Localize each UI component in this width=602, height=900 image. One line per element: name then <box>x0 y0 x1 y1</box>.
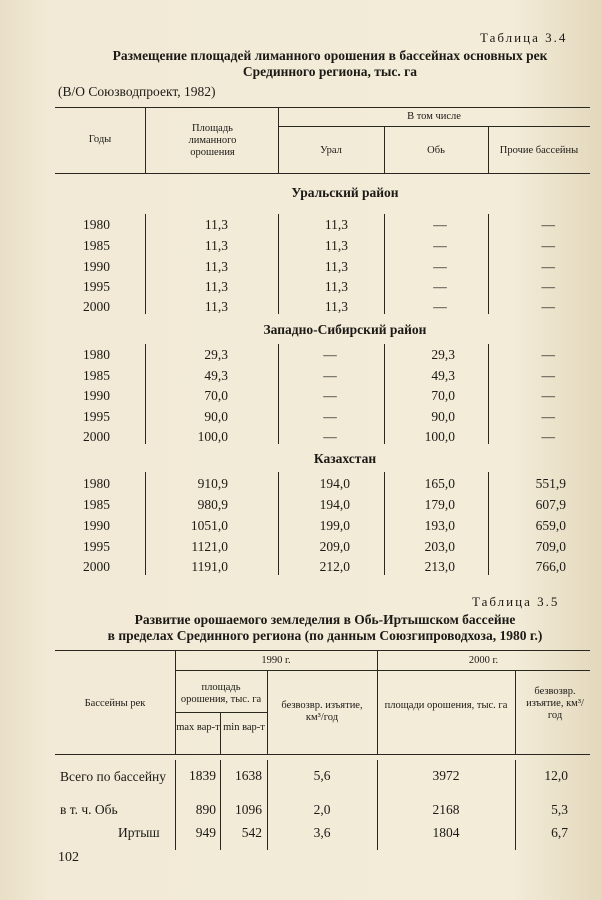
table-cell-year: 2000 <box>83 429 110 444</box>
table-cell-area: 11,3 <box>204 279 228 294</box>
header-years: Годы <box>88 134 112 145</box>
table-cell-other: — <box>541 299 555 314</box>
table-cell-year: 1995 <box>83 279 110 294</box>
table-cell-area: 1121,0 <box>191 539 228 554</box>
table-cell-withdrawal-2000: 12,0 <box>544 768 568 783</box>
table-cell-ob: 49,3 <box>431 368 455 383</box>
table-cell-year: 1985 <box>83 238 110 253</box>
table-cell-ob: 90,0 <box>431 409 455 424</box>
table-cell-area-2000: 2168 <box>432 802 460 817</box>
table-cell-ob: 193,0 <box>424 518 455 533</box>
header-2000: 2000 г. <box>468 655 499 666</box>
table-cell-other: — <box>541 217 555 232</box>
table-cell-ural: — <box>323 388 337 403</box>
table-3-4-body-divider <box>145 344 146 444</box>
table-cell-other: 607,9 <box>535 497 566 512</box>
table-cell-year: 1985 <box>83 368 110 383</box>
table-cell-ob: 100,0 <box>424 429 455 444</box>
table-cell-ural: 194,0 <box>319 476 350 491</box>
table-cell-ural: 11,3 <box>324 279 348 294</box>
table-3-4-body-divider <box>488 472 489 575</box>
table-3-4-body-divider <box>278 214 279 314</box>
table-cell-withdrawal-2000: 6,7 <box>551 825 568 840</box>
table-cell-withdrawal-2000: 5,3 <box>551 802 568 817</box>
table-cell-ob: — <box>433 217 447 232</box>
table-cell-ob: — <box>433 238 447 253</box>
table-cell-other: 766,0 <box>535 559 566 574</box>
table-cell-max: 1839 <box>189 768 216 783</box>
table-3-5-header-bottom-rule <box>55 754 590 755</box>
table-3-4-subheader-rule <box>278 126 590 127</box>
table-cell-ob: 179,0 <box>424 497 455 512</box>
table-cell-ob: — <box>433 259 447 274</box>
header-area: Площадь лиманного орошения <box>188 123 237 158</box>
table-cell-max: 890 <box>195 802 216 817</box>
table-3-5-body-divider <box>267 760 268 850</box>
section-title-kazakhstan: Казахстан <box>313 451 377 466</box>
table-3-4-header-divider <box>145 107 146 173</box>
table-3-4-source: (В/О Союзводпроект, 1982) <box>58 84 216 99</box>
table-cell-year: 2000 <box>83 299 110 314</box>
table-cell-year: 1980 <box>83 476 110 491</box>
header-1990: 1990 г. <box>261 655 291 666</box>
header-min-variant: min вар-т <box>223 722 265 733</box>
table-cell-area: 11,3 <box>204 217 228 232</box>
table-cell-other: 659,0 <box>535 518 566 533</box>
table-cell-ural: 11,3 <box>324 299 348 314</box>
table-cell-year: 1990 <box>83 259 110 274</box>
table-cell-year: 2000 <box>83 559 110 574</box>
table-cell-ob: — <box>433 279 447 294</box>
table-cell-area: 49,3 <box>204 368 228 383</box>
table-3-4-caption-line2: Срединного региона, тыс. га <box>242 64 418 79</box>
table-3-4-body-divider <box>384 344 385 444</box>
header-withdrawal-2000: безвозвр. изъятие, км³/год <box>526 686 584 721</box>
table-cell-year: 1990 <box>83 518 110 533</box>
section-title-west-siberia: Западно-Сибирский район <box>263 322 427 337</box>
table-cell-max: 949 <box>195 825 216 840</box>
table-cell-ural: 11,3 <box>324 217 348 232</box>
table-cell-ural: 209,0 <box>319 539 350 554</box>
header-ob: Обь <box>427 145 445 156</box>
table-3-4-label: Таблица 3.4 <box>480 30 568 45</box>
table-cell-withdrawal-1990: 5,6 <box>313 768 331 783</box>
header-ural: Урал <box>320 145 342 156</box>
table-cell-other: 551,9 <box>535 476 566 491</box>
table-cell-basin: в т. ч. Обь <box>60 802 118 817</box>
header-area-2000: площади орошения, тыс. га <box>384 700 508 711</box>
table-cell-ob: — <box>433 299 447 314</box>
table-cell-ob: 29,3 <box>431 347 455 362</box>
table-cell-withdrawal-1990: 3,6 <box>313 825 331 840</box>
table-cell-ural: — <box>323 368 337 383</box>
table-cell-area: 90,0 <box>204 409 228 424</box>
header-including: В том числе <box>407 111 461 122</box>
table-cell-other: — <box>541 429 555 444</box>
table-cell-year: 1980 <box>83 347 110 362</box>
table-cell-year: 1990 <box>83 388 110 403</box>
table-cell-ural: 11,3 <box>324 259 348 274</box>
table-3-5-header-divider <box>515 670 516 754</box>
table-3-4-caption-line1: Размещение площадей лиманного орошения в бассейнах основных рек <box>112 48 548 63</box>
table-3-5-header-divider <box>267 670 268 754</box>
table-3-4-body-divider <box>488 214 489 314</box>
table-3-4-body-divider <box>488 344 489 444</box>
table-3-5-area-rule <box>175 712 267 713</box>
table-cell-year: 1985 <box>83 497 110 512</box>
table-3-5-body-divider <box>175 760 176 850</box>
table-cell-area: 100,0 <box>197 429 228 444</box>
table-3-4-body-divider <box>278 344 279 444</box>
header-other: Прочие бассейны <box>499 145 579 156</box>
table-cell-ural: 212,0 <box>319 559 350 574</box>
table-3-4-body-divider <box>145 472 146 575</box>
table-cell-area: 1051,0 <box>190 518 228 533</box>
table-cell-ural: 11,3 <box>324 238 348 253</box>
table-cell-area: 70,0 <box>204 388 228 403</box>
header-max-variant: max вар-т <box>176 722 220 733</box>
table-cell-area: 980,9 <box>197 497 228 512</box>
table-3-4-header-bottom-rule <box>55 173 590 174</box>
table-cell-other: — <box>541 368 555 383</box>
table-cell-other: — <box>541 259 555 274</box>
table-3-4-body-divider <box>278 472 279 575</box>
table-cell-ural: 199,0 <box>319 518 350 533</box>
table-cell-other: — <box>541 409 555 424</box>
table-cell-min: 1096 <box>235 802 262 817</box>
table-cell-year: 1980 <box>83 217 110 232</box>
table-3-4-top-rule <box>55 107 590 108</box>
table-cell-other: — <box>541 279 555 294</box>
table-3-5-top-rule <box>55 650 590 651</box>
page-number: 102 <box>58 850 79 865</box>
table-cell-area: 11,3 <box>204 299 228 314</box>
header-area-irrigation: площадь орошения, тыс. га <box>180 682 262 705</box>
table-cell-area: 29,3 <box>204 347 228 362</box>
table-cell-ural: — <box>323 409 337 424</box>
section-title-ural: Уральский район <box>291 185 399 200</box>
table-cell-ob: 213,0 <box>424 559 455 574</box>
table-cell-ural: — <box>323 429 337 444</box>
table-cell-basin: Всего по бассейну <box>60 769 167 784</box>
table-cell-area: 910,9 <box>197 476 228 491</box>
table-3-5-caption-line2: в пределах Срединного региона (по данным Союзгипроводхоза, 1980 г.) <box>107 628 543 643</box>
table-cell-year: 1995 <box>83 409 110 424</box>
table-cell-ural: 194,0 <box>319 497 350 512</box>
header-withdrawal-1990: безвозвр. изъятие, км³/год <box>281 700 363 723</box>
table-cell-min: 1638 <box>235 768 262 783</box>
table-cell-area: 1191,0 <box>191 559 228 574</box>
table-3-5-label: Таблица 3.5 <box>472 594 560 609</box>
table-cell-area: 11,3 <box>204 259 228 274</box>
table-3-5-year-rule <box>175 670 590 671</box>
table-cell-ural: — <box>323 347 337 362</box>
table-3-5-body-divider <box>220 760 221 850</box>
table-cell-min: 542 <box>241 825 262 840</box>
table-cell-area: 11,3 <box>204 238 228 253</box>
header-basins: Бассейны рек <box>84 698 146 709</box>
table-cell-other: — <box>541 238 555 253</box>
table-3-5-caption-line1: Развитие орошаемого земледелия в Обь-Иртышском бассейне <box>134 612 516 627</box>
table-cell-ob: 203,0 <box>424 539 455 554</box>
table-cell-ob: 165,0 <box>424 476 455 491</box>
table-cell-withdrawal-1990: 2,0 <box>313 802 331 817</box>
table-cell-ob: 70,0 <box>431 388 455 403</box>
table-cell-other: 709,0 <box>535 539 566 554</box>
table-cell-other: — <box>541 347 555 362</box>
table-3-4-body-divider <box>145 214 146 314</box>
table-cell-basin: Иртыш <box>118 825 160 840</box>
table-cell-other: — <box>541 388 555 403</box>
table-cell-area-2000: 3972 <box>432 768 460 783</box>
table-3-5-body-divider <box>515 760 516 850</box>
table-3-4-body-divider <box>384 214 385 314</box>
table-3-5-body-divider <box>377 760 378 850</box>
table-3-4-body-divider <box>384 472 385 575</box>
table-cell-year: 1995 <box>83 539 110 554</box>
table-cell-area-2000: 1804 <box>432 825 460 840</box>
